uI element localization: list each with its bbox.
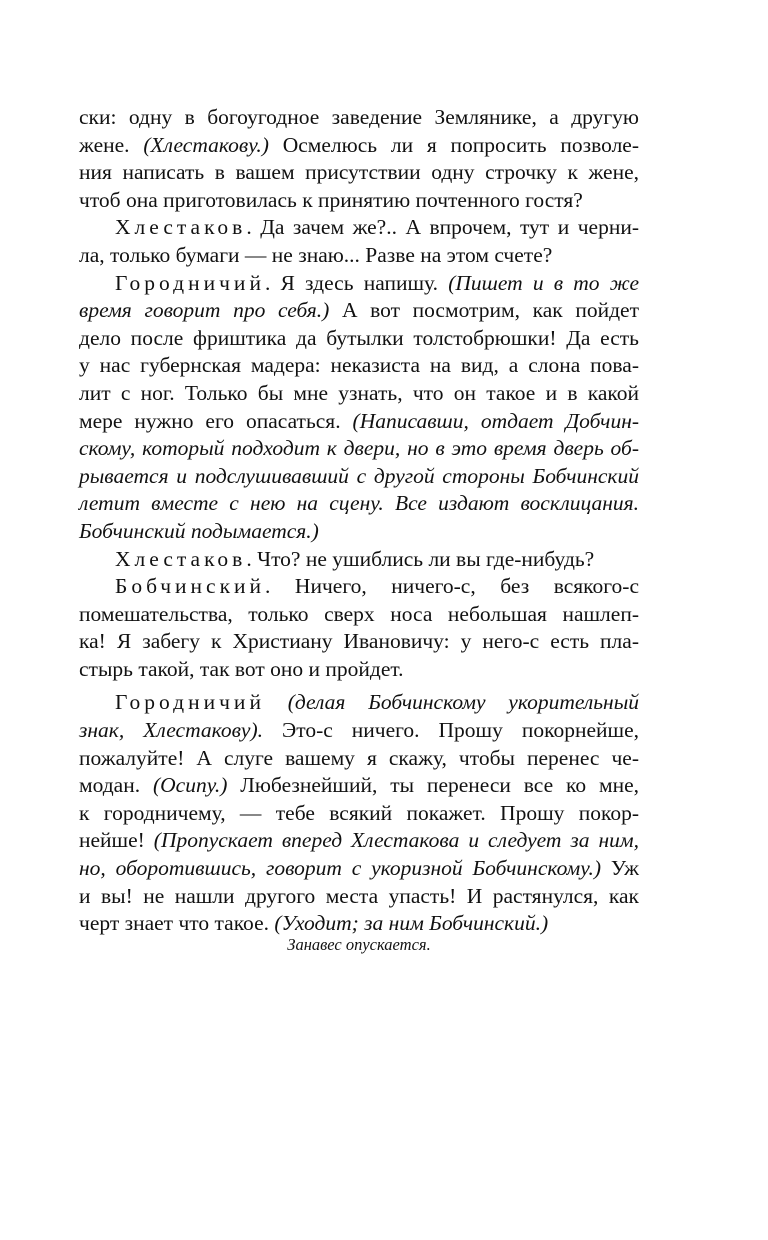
- speaker-name: Городничий: [115, 270, 265, 295]
- text-line: Бобчинский. Ничего, ничего-с, без всякого-с: [115, 574, 639, 599]
- text-line: ла, только бумаги — не знаю... Разве на этом счете?: [79, 242, 553, 267]
- stage-direction: рывается и подслушивавший с другой стороны Бобчинский: [79, 463, 639, 488]
- speaker-name: Хлестаков: [115, 546, 247, 571]
- stage-direction: (Написавши, отдает Добчин-: [352, 408, 640, 433]
- stage-direction: (Хлестакову.): [143, 132, 269, 157]
- speaker-name: Бобчинский: [115, 574, 266, 599]
- text-line: Хлестаков. Что? не ушиблись ли вы где-нибудь?: [115, 546, 595, 571]
- text-line: ски: одну в богоугодное заведение Землянике, а другую: [79, 105, 639, 129]
- stage-direction: (Уходит; за ним Бобчинский.): [274, 911, 549, 936]
- play-text: [79, 104, 639, 938]
- text-line: [79, 689, 639, 717]
- stage-direction: время говорит про себя.): [79, 298, 330, 323]
- text-line: и вы! не нашли другого места упасть! И растянулся, как: [79, 883, 639, 908]
- text-line: [79, 518, 639, 546]
- text-line: ка! Я забегу к Христиану Ивановичу: у него-с есть пла-: [79, 629, 639, 654]
- stage-direction: скому, который подходит к двери, но в это время дверь об-: [79, 436, 639, 461]
- text-line: время говорит про себя.) А вот посмотрим, как пойдет: [79, 298, 639, 323]
- stage-direction: знак, Хлестакову).: [79, 718, 264, 743]
- stage-direction: (делая Бобчинскому укорительный: [287, 690, 640, 715]
- text-line: [79, 490, 639, 518]
- speaker-name: Городничий: [115, 690, 265, 715]
- text-line: дело после фриштика да бутылки толстобрюшки! Да есть: [79, 325, 639, 350]
- stage-direction: (Пропускает вперед Хлестакова и следует за ним,: [153, 828, 639, 853]
- text-line: помешательства, только сверх носа небольшая нашлеп-: [79, 601, 639, 626]
- text-line: нейше! (Пропускает вперед Хлестакова и следует за ним,: [79, 828, 639, 853]
- text-line: мере нужно его опасаться. (Написавши, отдает Добчин-: [79, 408, 640, 433]
- curtain-direction: Занавес опускается.: [287, 935, 431, 954]
- text-line: знак, Хлестакову). Это-с ничего. Прошу покорнейше,: [79, 718, 639, 743]
- text-line: пожалуйте! А слуге вашему я скажу, чтобы перенес че-: [79, 745, 639, 770]
- text-line: [79, 463, 639, 491]
- text-line: Городничий. Я здесь напишу. (Пишет и в то же: [115, 270, 639, 295]
- speaker-name: Хлестаков: [115, 215, 247, 240]
- text-line: лит с ног. Только бы мне узнать, что он такое и в какой: [79, 380, 639, 405]
- text-line: [79, 435, 639, 463]
- text-line: модан. (Осипу.) Любезнейший, ты перенеси все ко мне,: [79, 773, 639, 798]
- text-line: у нас губернская мадера: неказиста на вид, а слона пова-: [79, 353, 639, 378]
- text-line: чтоб она приготовилась к принятию почтенного гостя?: [79, 187, 583, 212]
- text-line: Хлестаков. Да зачем же?.. А впрочем, тут и черни-: [115, 215, 639, 240]
- text-line: ния написать в вашем присутствии одну строчку к жене,: [79, 160, 639, 185]
- text-line: стырь такой, так вот оно и пройдет.: [79, 656, 404, 681]
- stage-direction: но, оборотившись, говорит с укоризной Бобчинскому.): [79, 856, 601, 881]
- text-line: но, оборотившись, говорит с укоризной Бобчинскому.) Уж: [79, 856, 639, 881]
- text-line: к городничему, — тебе всякий покажет. Прошу покор-: [79, 800, 639, 825]
- stage-direction: летит вместе с нею на сцену. Все издают восклицания.: [79, 491, 639, 516]
- text-line: жене. (Хлестакову.) Осмелюсь ли я попросить позволе-: [79, 132, 639, 157]
- text-line: черт знает что такое. (Уходит; за ним Бобчинский.): [79, 911, 549, 936]
- stage-direction: Бобчинский подымается.): [79, 518, 319, 543]
- stage-direction: (Пишет и в то же: [448, 270, 639, 295]
- stage-direction: (Осипу.): [152, 773, 228, 798]
